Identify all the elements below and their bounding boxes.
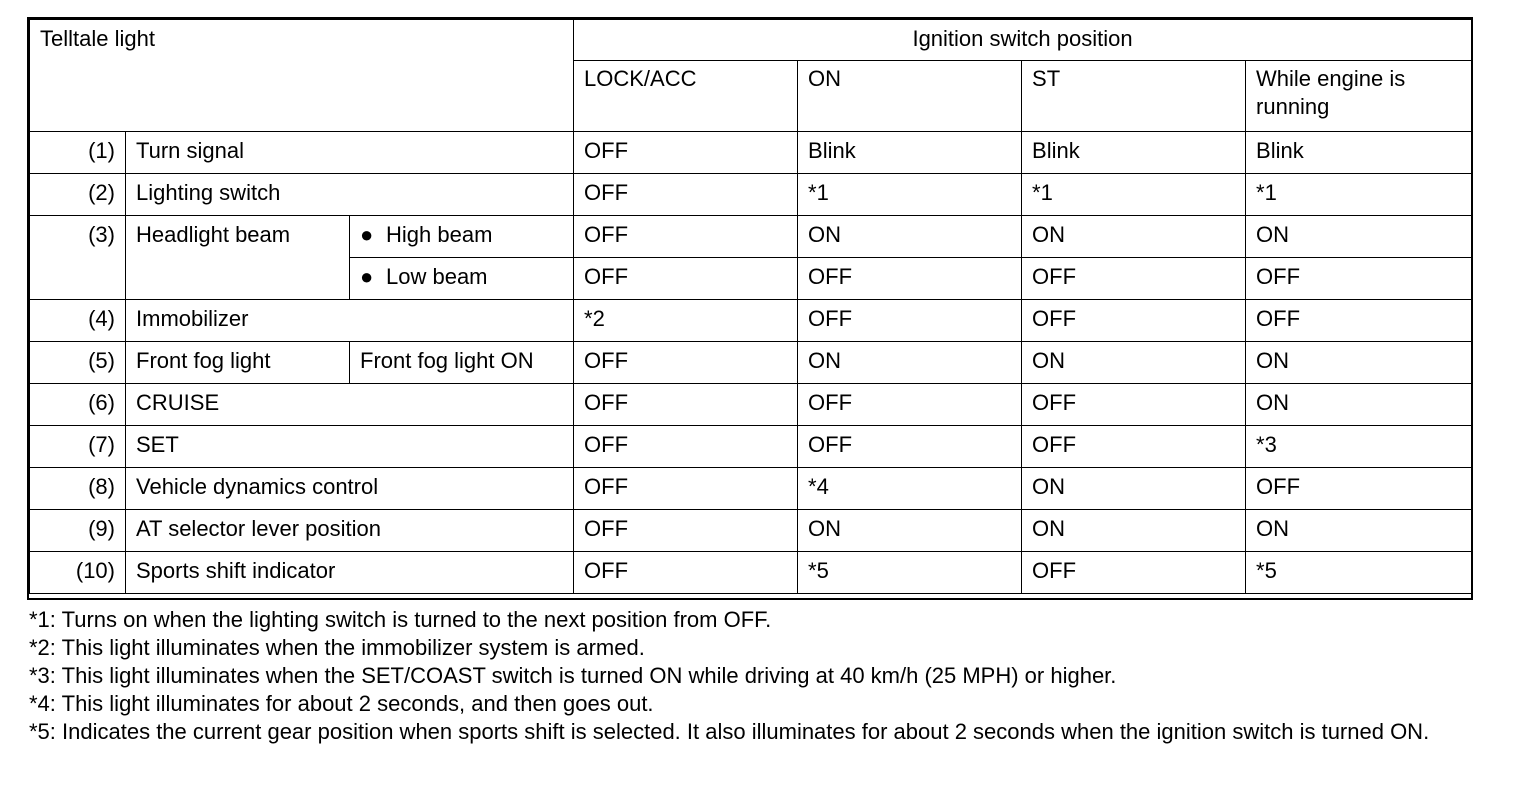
row-name: Front fog light [126, 342, 350, 384]
position-on: ON [798, 61, 1022, 132]
row-name: CRUISE [126, 384, 574, 426]
cell-value: OFF [1246, 468, 1472, 510]
cell-value: OFF [798, 384, 1022, 426]
row-sub-name [350, 258, 574, 300]
table-row [30, 510, 1472, 552]
position-st: ST [1022, 61, 1246, 132]
cell-value: ON [798, 342, 1022, 384]
cell-value: *3 [1246, 426, 1472, 468]
position-running: While engine is running [1246, 61, 1472, 132]
telltale-header: Telltale light [30, 20, 574, 132]
row-number: (9) [30, 510, 126, 552]
cell-value: OFF [798, 258, 1022, 300]
cell-value: Blink [1246, 132, 1472, 174]
cell-value: OFF [574, 216, 798, 258]
cell-value: ON [1246, 510, 1472, 552]
row-number: (6) [30, 384, 126, 426]
cell-value: OFF [574, 426, 798, 468]
row-number: (5) [30, 342, 126, 384]
cell-value: *1 [1246, 174, 1472, 216]
ignition-header: Ignition switch position [574, 20, 1472, 61]
cell-value: OFF [574, 258, 798, 300]
cell-value: ON [1246, 216, 1472, 258]
cell-value: OFF [798, 300, 1022, 342]
cell-value: OFF [1246, 258, 1472, 300]
cell-value: ON [1246, 384, 1472, 426]
cell-value: ON [1246, 342, 1472, 384]
bullet-icon: ● [360, 222, 374, 247]
cell-value: OFF [1022, 300, 1246, 342]
row-number: (4) [30, 300, 126, 342]
row-number: (3) [30, 216, 126, 300]
row-name: Lighting switch [126, 174, 574, 216]
cell-value: *1 [798, 174, 1022, 216]
cell-value: OFF [1022, 258, 1246, 300]
row-number: (10) [30, 552, 126, 594]
cell-value: *5 [798, 552, 1022, 594]
row-name: Immobilizer [126, 300, 574, 342]
table-row [30, 300, 1472, 342]
footnote: *3: This light illuminates when the SET/COAST switch is turned ON while driving at 40 km/h (25 MPH) or higher. [29, 663, 1117, 688]
cell-value: ON [1022, 510, 1246, 552]
cell-value: ON [1022, 342, 1246, 384]
cell-value: *1 [1022, 174, 1246, 216]
cell-value: OFF [1022, 426, 1246, 468]
cell-value: OFF [574, 342, 798, 384]
cell-value: OFF [574, 510, 798, 552]
cell-value: ON [798, 510, 1022, 552]
cell-value: OFF [574, 174, 798, 216]
cell-value: Blink [798, 132, 1022, 174]
table-row [30, 426, 1472, 468]
row-sub-name: Front fog light ON [350, 342, 574, 384]
row-name: Turn signal [126, 132, 574, 174]
cell-value: OFF [574, 384, 798, 426]
table-row [30, 132, 1472, 174]
telltale-table [29, 19, 1472, 594]
row-number: (1) [30, 132, 126, 174]
row-name: Sports shift indicator [126, 552, 574, 594]
sub-name-label: High beam [386, 222, 493, 247]
cell-value: OFF [1022, 384, 1246, 426]
cell-value: ON [1022, 468, 1246, 510]
row-name: Headlight beam [126, 216, 350, 300]
row-name: SET [126, 426, 574, 468]
row-number: (7) [30, 426, 126, 468]
table-row [30, 174, 1472, 216]
footnote: *1: Turns on when the lighting switch is turned to the next position from OFF. [29, 607, 772, 632]
cell-value: Blink [1022, 132, 1246, 174]
cell-value: OFF [574, 552, 798, 594]
footnote: *5: Indicates the current gear position when sports shift is selected. It also illuminates for about 2 seconds when the ignition switch is turned ON. [29, 719, 1430, 744]
footnote: *4: This light illuminates for about 2 seconds, and then goes out. [29, 691, 654, 716]
table-row [30, 216, 1472, 258]
footnote: *2: This light illuminates when the immobilizer system is armed. [29, 635, 645, 660]
table-row [30, 342, 1472, 384]
cell-value: OFF [1022, 552, 1246, 594]
bullet-icon: ● [360, 264, 374, 289]
sub-name-label: Low beam [386, 264, 488, 289]
cell-value: ON [1022, 216, 1246, 258]
row-sub-name [350, 216, 574, 258]
header-row [30, 20, 1472, 61]
cell-value: OFF [1246, 300, 1472, 342]
table-row [30, 468, 1472, 510]
table-row [30, 384, 1472, 426]
cell-value: OFF [798, 426, 1022, 468]
cell-value: *2 [574, 300, 798, 342]
cell-value: *4 [798, 468, 1022, 510]
position-lock-acc: LOCK/ACC [574, 61, 798, 132]
cell-value: OFF [574, 468, 798, 510]
row-name: AT selector lever position [126, 510, 574, 552]
cell-value: OFF [574, 132, 798, 174]
row-number: (8) [30, 468, 126, 510]
row-number: (2) [30, 174, 126, 216]
cell-value: *5 [1246, 552, 1472, 594]
footnotes [29, 606, 1489, 746]
table-row [30, 552, 1472, 594]
row-name: Vehicle dynamics control [126, 468, 574, 510]
cell-value: ON [798, 216, 1022, 258]
